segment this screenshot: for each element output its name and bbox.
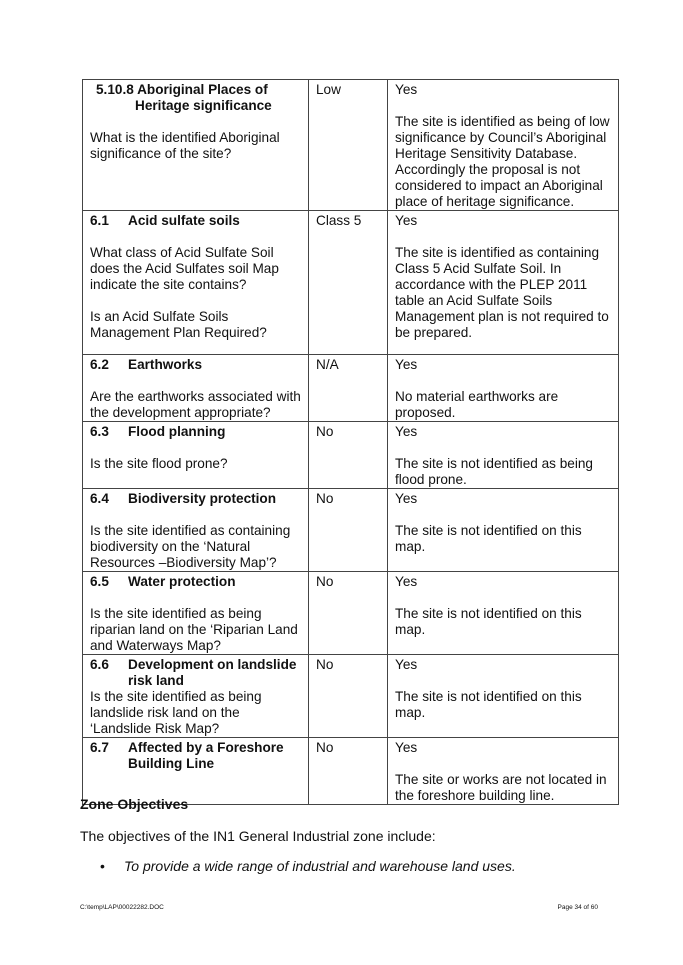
- list-item: [80, 858, 516, 874]
- table-row: [83, 422, 619, 489]
- compliance-comment: The site is not identified on this map.: [395, 689, 582, 720]
- table-row: [83, 355, 619, 422]
- compliance-comment: The site is identified as being of low significance by Council’s Aboriginal Heritage Sensitivity Database. Accordingly the proposal is not considered to impact an Aboriginal place of heritage significance.: [395, 114, 610, 209]
- clause-question: What is the identified Aboriginal significance of the site?: [90, 130, 280, 161]
- clause-title: Flood planning: [128, 424, 226, 439]
- zone-objectives-list: [80, 858, 516, 874]
- compliance-table: [82, 79, 619, 805]
- compliance-answer: Yes: [395, 657, 418, 672]
- table-row: [83, 80, 619, 211]
- clause-title-line2: Heritage significance: [135, 98, 272, 113]
- clause-cell: [83, 355, 309, 422]
- clause-cell: [83, 211, 309, 355]
- clause-heading: [90, 213, 302, 229]
- clause-number: 6.7: [90, 740, 109, 755]
- compliance-answer: Yes: [395, 213, 418, 228]
- comment-cell: [388, 655, 619, 738]
- clause-cell: [83, 422, 309, 489]
- comment-cell: [388, 738, 619, 805]
- compliance-comment: The site is identified as containing Class 5 Acid Sulfate Soil. In accordance with the PLEP 2011 table an Acid Sulfate Soils Management plan is not required to be prepared.: [395, 245, 609, 340]
- comment-cell: [388, 422, 619, 489]
- clause-question: Is the site identified as being riparian land on the ‘Riparian Land and Waterways Map?: [90, 606, 298, 653]
- clause-question: Are the earthworks associated with the development appropriate?: [90, 389, 301, 420]
- clause-question: Is the site flood prone?: [90, 456, 228, 471]
- clause-heading: [90, 82, 302, 114]
- clause-heading: [90, 740, 302, 772]
- clause-title: Earthworks: [128, 357, 203, 372]
- zone-objectives-intro: The objectives of the IN1 General Industrial zone include:: [80, 828, 436, 844]
- compliance-answer: Yes: [395, 357, 418, 372]
- clause-title: Development on landslide risk land: [128, 657, 297, 688]
- clause-title: Affected by a Foreshore Building Line: [128, 740, 284, 771]
- clause-question: Is the site identified as being landslide risk land on the ‘Landslide Risk Map?: [90, 689, 262, 736]
- compliance-answer: Yes: [395, 740, 418, 755]
- compliance-answer: Yes: [395, 82, 418, 97]
- compliance-answer: Yes: [395, 424, 418, 439]
- clause-heading: [90, 424, 302, 440]
- clause-number: 6.2: [90, 357, 109, 372]
- clause-number: 5.10.8: [96, 82, 134, 97]
- footer-file-path: C:\temp\LAP\00022282.DOC: [80, 904, 164, 911]
- value-cell: No: [309, 738, 388, 805]
- table-row: [83, 572, 619, 655]
- compliance-comment: The site is not identified on this map.: [395, 523, 582, 554]
- clause-title: Acid sulfate soils: [128, 213, 240, 228]
- value-cell: No: [309, 422, 388, 489]
- clause-heading: [90, 657, 302, 689]
- table-row: [83, 655, 619, 738]
- clause-number: 6.3: [90, 424, 109, 439]
- value-cell: Low: [309, 80, 388, 211]
- comment-cell: [388, 355, 619, 422]
- clause-number: 6.1: [90, 213, 109, 228]
- clause-title: Aboriginal Places of: [137, 82, 268, 97]
- compliance-answer: Yes: [395, 491, 418, 506]
- clause-cell: [83, 489, 309, 572]
- compliance-comment: The site is not identified as being flood prone.: [395, 456, 593, 487]
- clause-question: Is the site identified as containing biodiversity on the ‘Natural Resources –Biodiversity Map’?: [90, 523, 291, 570]
- bullet-icon: •: [100, 858, 105, 874]
- value-cell: No: [309, 489, 388, 572]
- clause-heading: [90, 574, 302, 590]
- value-cell: N/A: [309, 355, 388, 422]
- zone-objectives-heading: Zone Objectives: [80, 796, 189, 812]
- clause-question: What class of Acid Sulfate Soil does the Acid Sulfates soil Map indicate the site contains?: [90, 245, 279, 292]
- clause-cell: [83, 738, 309, 805]
- value-cell: No: [309, 572, 388, 655]
- clause-heading: [90, 491, 302, 507]
- value-cell: Class 5: [309, 211, 388, 355]
- clause-cell: [83, 572, 309, 655]
- clause-title: Biodiversity protection: [128, 491, 277, 506]
- clause-cell: [83, 655, 309, 738]
- clause-number: 6.6: [90, 657, 109, 672]
- comment-cell: [388, 80, 619, 211]
- list-item-text: To provide a wide range of industrial and warehouse land uses.: [124, 858, 516, 874]
- clause-number: 6.4: [90, 491, 109, 506]
- compliance-comment: The site is not identified on this map.: [395, 606, 582, 637]
- footer-page-number: Page 34 of 60: [557, 904, 598, 911]
- table-row: [83, 211, 619, 355]
- value-cell: No: [309, 655, 388, 738]
- clause-number: 6.5: [90, 574, 109, 589]
- comment-cell: [388, 572, 619, 655]
- comment-cell: [388, 489, 619, 572]
- table-row: [83, 738, 619, 805]
- clause-heading: [90, 357, 302, 373]
- clause-title: Water protection: [128, 574, 236, 589]
- clause-question-2: Is an Acid Sulfate Soils Management Plan Required?: [90, 309, 267, 340]
- clause-cell: [83, 80, 309, 211]
- table-row: [83, 489, 619, 572]
- compliance-answer: Yes: [395, 574, 418, 589]
- comment-cell: [388, 211, 619, 355]
- compliance-comment: No material earthworks are proposed.: [395, 389, 559, 420]
- compliance-comment: The site or works are not located in the foreshore building line.: [395, 772, 607, 803]
